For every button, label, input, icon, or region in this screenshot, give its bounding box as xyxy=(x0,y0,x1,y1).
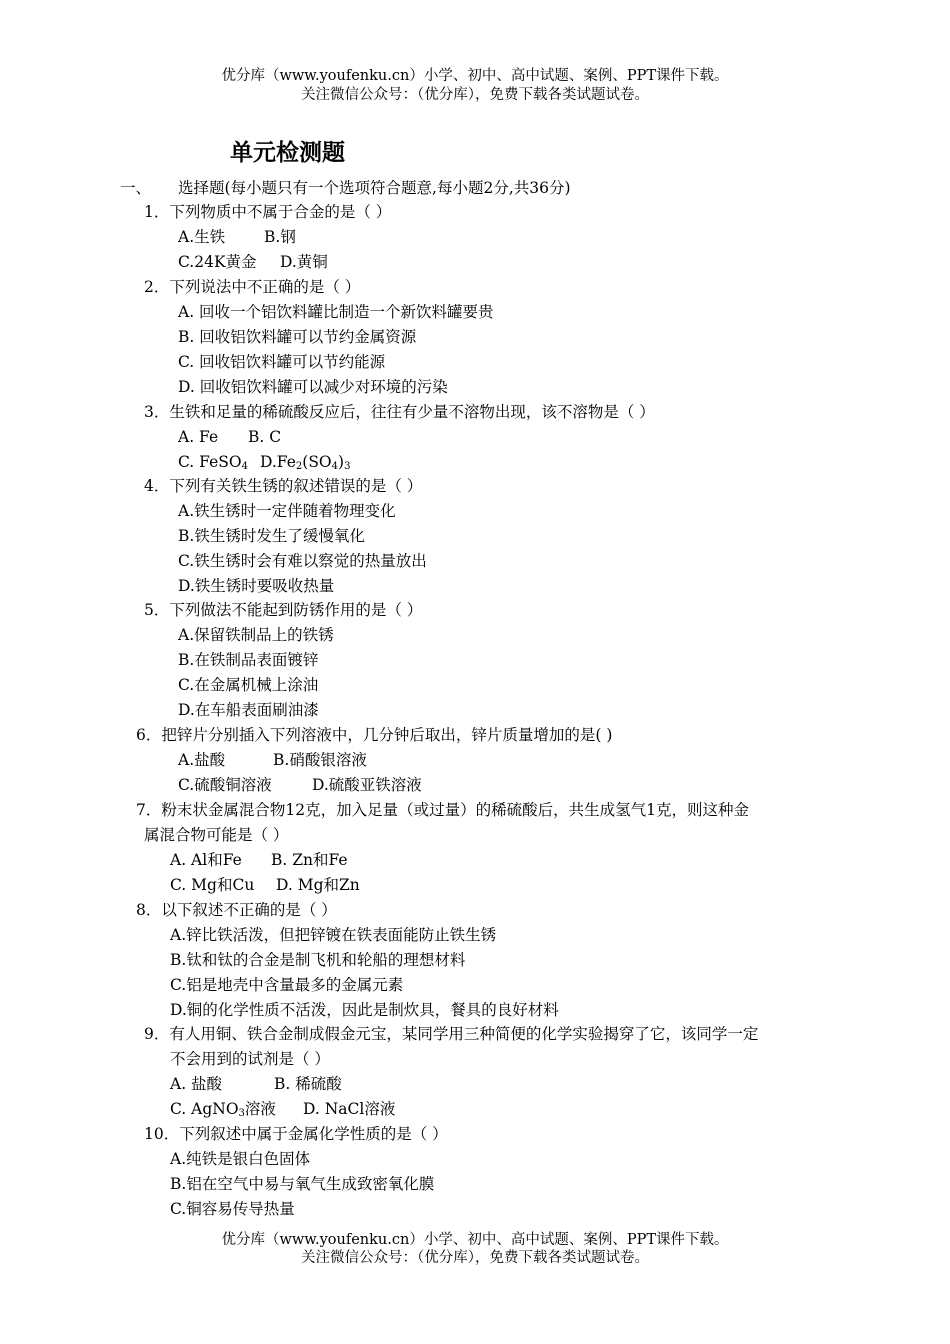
option: B. C xyxy=(248,428,282,446)
option: D.铜的化学性质不活泼，因此是制炊具，餐具的良好材料 xyxy=(170,1001,559,1019)
question-9-options-row-1 xyxy=(170,1074,342,1094)
option: B.铝在空气中易与氧气生成致密氧化膜 xyxy=(170,1175,435,1193)
option: D.铁生锈时要吸收热量 xyxy=(178,577,335,595)
option: D.在车船表面刷油漆 xyxy=(178,701,319,719)
question-2-stem: 2．下列说法中不正确的是（ ） xyxy=(144,278,361,296)
option: C. Mg和Cu xyxy=(170,876,255,894)
option: C.24K黄金 xyxy=(178,253,257,271)
option: A.纯铁是银白色固体 xyxy=(170,1150,311,1168)
question-7-options-row-2 xyxy=(170,875,360,895)
question-9-options-row-2 xyxy=(170,1099,395,1119)
question-9-stem: 9．有人用铜、铁合金制成假金元宝，某同学用三种简便的化学实验揭穿了它，该同学一定 xyxy=(144,1025,759,1043)
question-1-options-row-2 xyxy=(178,252,328,272)
header-line-2: 关注微信公众号：（优分库），免费下载各类试题试卷。 xyxy=(301,87,649,103)
option-c-formula: C. AgNO$_3$溶液 xyxy=(170,1100,276,1119)
option: B. Zn和Fe xyxy=(271,851,348,869)
option: B.在铁制品表面镀锌 xyxy=(178,651,319,669)
option: A.保留铁制品上的铁锈 xyxy=(178,626,334,644)
footer-line-2: 关注微信公众号：（优分库），免费下载各类试题试卷。 xyxy=(301,1250,649,1266)
option: A.锌比铁活泼，但把锌镀在铁表面能防止铁生锈 xyxy=(170,926,497,944)
question-1-options-row-1 xyxy=(178,227,296,247)
question-3-options-row-1 xyxy=(178,427,281,447)
option: D.黄铜 xyxy=(280,253,328,271)
question-1-stem: 1．下列物质中不属于合金的是（ ） xyxy=(144,203,392,221)
question-6-stem: 6．把锌片分别插入下列溶液中，几分钟后取出，锌片质量增加的是( ) xyxy=(136,726,613,744)
option: C.铝是地壳中含量最多的金属元素 xyxy=(170,976,404,994)
footer-line-1: 优分库（www.youfenku.cn）小学、初中、高中试题、案例、PPT课件下载。 xyxy=(221,1232,729,1248)
option: A. 回收一个铝饮料罐比制造一个新饮料罐要贵 xyxy=(178,303,494,321)
question-9-stem-continued: 不会用到的试剂是（ ） xyxy=(170,1050,330,1068)
option: A. Al和Fe xyxy=(170,851,242,869)
option-d-formula: $D.Fe_2(SO_4)_3$ xyxy=(260,453,351,472)
question-3-stem: 3．生铁和足量的稀硫酸反应后，往往有少量不溶物出现，该不溶物是（ ） xyxy=(144,403,655,421)
option: D. Mg和Zn xyxy=(276,876,360,894)
question-7-stem: 7．粉末状金属混合物12克，加入足量（或过量）的稀硫酸后，共生成氢气1克，则这种金 xyxy=(136,801,749,819)
option: A. Fe xyxy=(178,428,219,446)
option: B.硝酸银溶液 xyxy=(273,751,367,769)
question-4-stem: 4．下列有关铁生锈的叙述错误的是（ ） xyxy=(144,477,423,495)
question-6-options-row-2 xyxy=(178,775,422,795)
option: B.钢 xyxy=(264,228,296,246)
option: B.钛和钛的合金是制飞机和轮船的理想材料 xyxy=(170,951,466,969)
option: C.硫酸铜溶液 xyxy=(178,776,272,794)
header-line-1: 优分库（www.youfenku.cn）小学、初中、高中试题、案例、PPT课件下载。 xyxy=(221,68,729,84)
question-7-options-row-1 xyxy=(170,850,348,870)
question-8-stem: 8．以下叙述不正确的是（ ） xyxy=(136,901,337,919)
page-title: 单元检测题 xyxy=(230,140,345,166)
option: A. 盐酸 xyxy=(170,1075,223,1093)
option: B.铁生锈时发生了缓慢氧化 xyxy=(178,527,365,545)
option: C. 回收铝饮料罐可以节约能源 xyxy=(178,353,386,371)
section-number: 一、 xyxy=(120,179,152,197)
question-7-stem-continued: 属混合物可能是（ ） xyxy=(144,826,289,844)
option: B. 稀硫酸 xyxy=(274,1075,342,1093)
option: D. 回收铝饮料罐可以减少对环境的污染 xyxy=(178,378,448,396)
question-5-stem: 5．下列做法不能起到防锈作用的是（ ） xyxy=(144,601,423,619)
option: C.铁生锈时会有难以察觉的热量放出 xyxy=(178,552,427,570)
option: A.铁生锈时一定伴随着物理变化 xyxy=(178,502,396,520)
option-c-formula: C. FeSO$_4$ xyxy=(178,453,248,472)
option: C.在金属机械上涂油 xyxy=(178,676,319,694)
option: D.硫酸亚铁溶液 xyxy=(312,776,422,794)
question-3-options-row-2 xyxy=(178,452,350,472)
option: A.盐酸 xyxy=(178,751,226,769)
section-heading: 选择题(每小题只有一个选项符合题意,每小题2分,共36分) xyxy=(178,179,571,197)
option: C.铜容易传导热量 xyxy=(170,1200,295,1218)
question-6-options-row-1 xyxy=(178,750,367,770)
question-10-stem: 10．下列叙述中属于金属化学性质的是（ ） xyxy=(144,1125,448,1143)
option: B. 回收铝饮料罐可以节约金属资源 xyxy=(178,328,417,346)
option: D. NaCl溶液 xyxy=(303,1100,396,1118)
option: A.生铁 xyxy=(178,228,226,246)
